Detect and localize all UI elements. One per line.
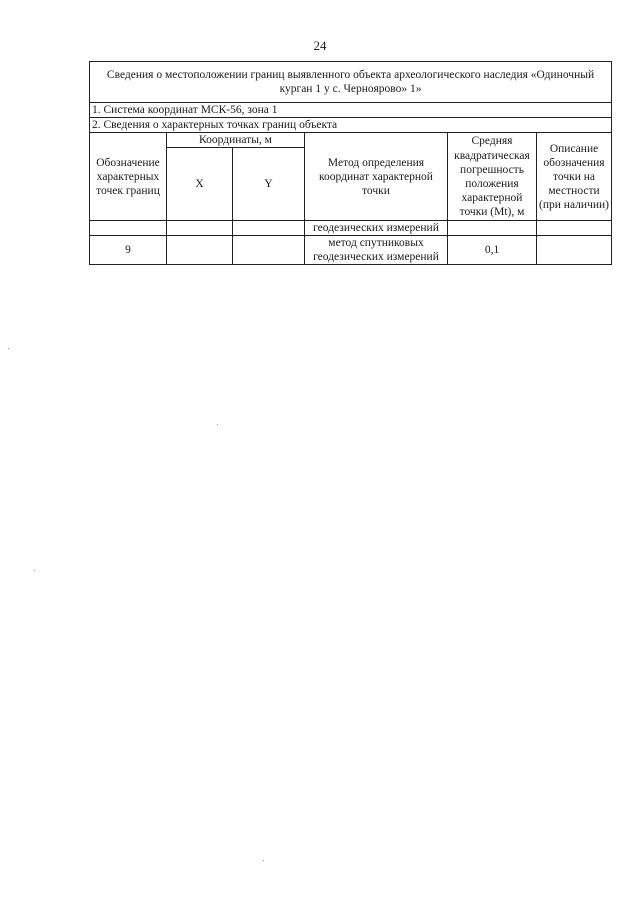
scan-speck	[8, 348, 9, 349]
points-section-row	[90, 118, 612, 133]
cell-x	[167, 236, 233, 265]
header-x: X	[167, 148, 233, 221]
table-row	[90, 236, 612, 265]
cell-method: геодезических измерений	[305, 221, 448, 236]
boundary-points-table	[89, 61, 612, 265]
header-error: Средняя квадратическая погрешность положения характерной точки (Mt), м	[448, 133, 537, 221]
table-title: Сведения о местоположении границ выявленного объекта археологического наследия «Одиночный курган 1 у с. Черноярово» 1»	[90, 62, 612, 103]
title-row	[90, 62, 612, 103]
table-row	[90, 221, 612, 236]
page-number: 24	[313, 38, 327, 53]
scan-speck	[217, 424, 218, 425]
points-section-title: 2. Сведения о характерных точках границ объекта	[90, 118, 612, 133]
header-point-designation: Обозначение характерных точек границ	[90, 133, 167, 221]
scan-speck	[34, 570, 35, 571]
header-row-1	[90, 133, 612, 148]
header-coordinates: Координаты, м	[167, 133, 305, 148]
scan-speck	[263, 860, 264, 861]
cell-error	[448, 221, 537, 236]
cell-point: 9	[90, 236, 167, 265]
coordinate-system-row	[90, 103, 612, 118]
cell-x	[167, 221, 233, 236]
cell-description	[537, 221, 612, 236]
cell-method: метод спутниковых геодезических измерений	[305, 236, 448, 265]
cell-y	[233, 236, 305, 265]
header-description: Описание обозначения точки на местности (при наличии)	[537, 133, 612, 221]
header-method: Метод определения координат характерной точки	[305, 133, 448, 221]
cell-error: 0,1	[448, 236, 537, 265]
cell-description	[537, 236, 612, 265]
cell-y	[233, 221, 305, 236]
header-y: Y	[233, 148, 305, 221]
cell-point	[90, 221, 167, 236]
coordinate-system: 1. Система координат МСК-56, зона 1	[90, 103, 612, 118]
